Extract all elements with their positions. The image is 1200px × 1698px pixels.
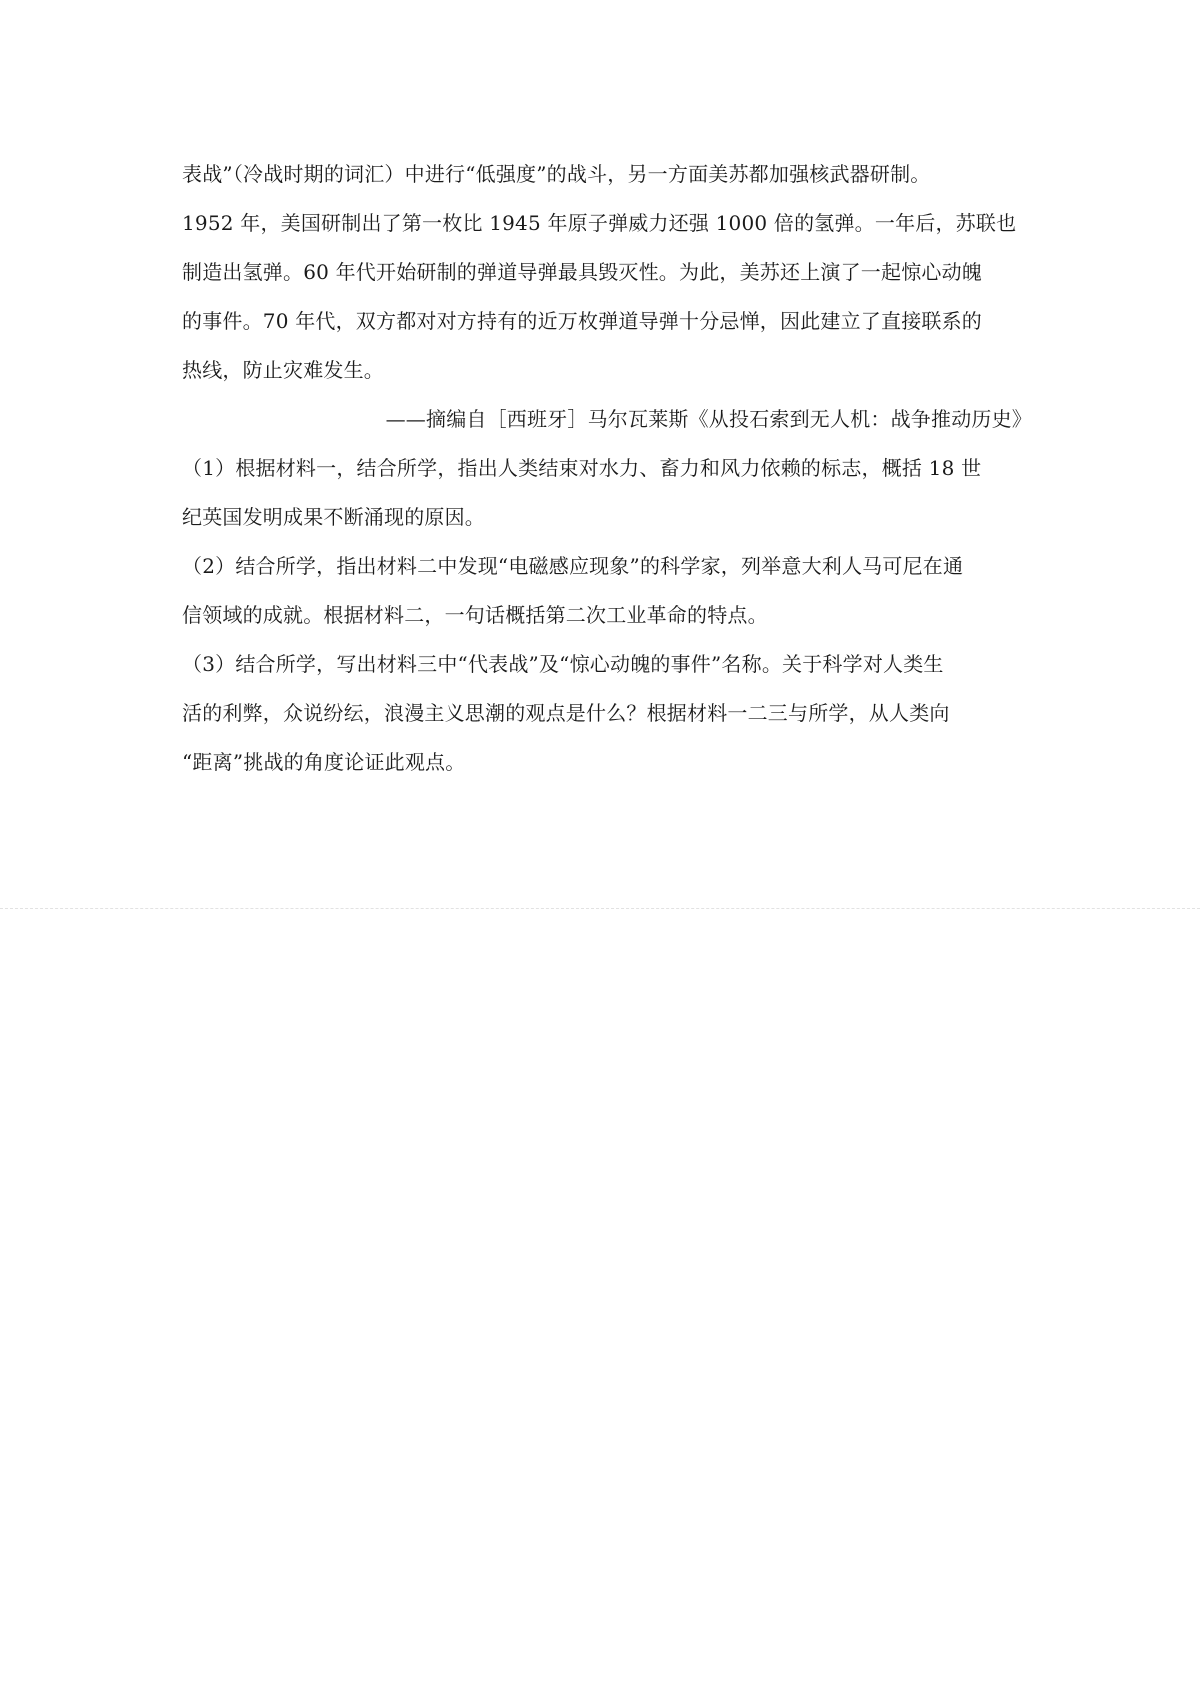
question-line: 活的利弊，众说纷纭，浪漫主义思潮的观点是什么？根据材料一二三与所学，从人类向 xyxy=(182,701,950,725)
text-block xyxy=(182,150,1032,787)
question-line: （3）结合所学，写出材料三中“代表战”及“惊心动魄的事件”名称。关于科学对人类生 xyxy=(182,652,944,676)
question-line: 信领域的成就。根据材料二，一句话概括第二次工业革命的特点。 xyxy=(182,603,768,627)
question-3 xyxy=(182,640,1032,787)
material-paragraph xyxy=(182,150,1032,395)
source-citation: ——摘编自［西班牙］马尔瓦莱斯《从投石索到无人机：战争推动历史》 xyxy=(385,407,1032,431)
paragraph-line: 制造出氢弹。60 年代开始研制的弹道导弹最具毁灭性。为此，美苏还上演了一起惊心动魄 xyxy=(182,260,983,284)
question-line: “距离”挑战的角度论证此观点。 xyxy=(182,750,466,774)
paragraph-line: 表战”（冷战时期的词汇）中进行“低强度”的战斗，另一方面美苏都加强核武器研制。 xyxy=(182,162,931,186)
question-line: 纪英国发明成果不断涌现的原因。 xyxy=(182,505,485,529)
paragraph-line: 1952 年，美国研制出了第一枚比 1945 年原子弹威力还强 1000 倍的氢弹。一年后，苏联也 xyxy=(182,211,1017,235)
question-line: （2）结合所学，指出材料二中发现“电磁感应现象”的科学家，列举意大利人马可尼在通 xyxy=(182,554,964,578)
paragraph-line: 的事件。70 年代，双方都对对方持有的近万枚弹道导弹十分忌惮，因此建立了直接联系的 xyxy=(182,309,983,333)
question-1 xyxy=(182,444,1032,542)
paragraph-line: 热线，防止灾难发生。 xyxy=(182,358,384,382)
question-2 xyxy=(182,542,1032,640)
question-line: （1）根据材料一，结合所学，指出人类结束对水力、畜力和风力依赖的标志，概括 18 世 xyxy=(182,456,982,480)
page-divider xyxy=(0,908,1200,909)
